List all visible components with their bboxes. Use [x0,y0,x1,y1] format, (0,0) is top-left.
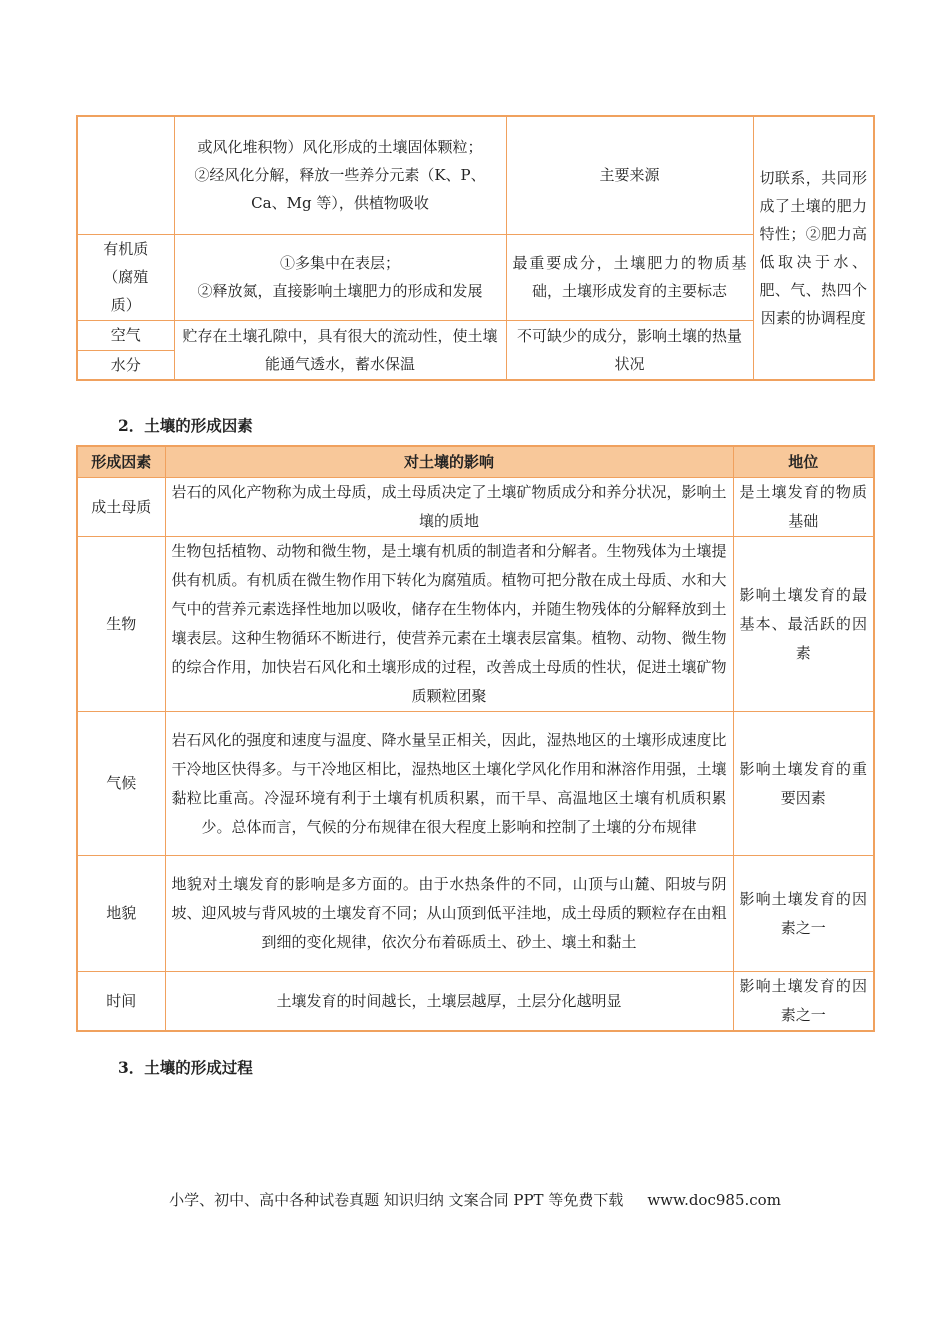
factor-cell: 生物 [77,537,165,712]
component-role-cell: 主要来源 [506,116,753,234]
table-row [77,116,874,234]
column-header: 地位 [733,446,874,478]
soil-composition-table [76,115,875,381]
footer-text: 小学、初中、高中各种试卷真题 知识归纳 文案合同 PPT 等免费下载 [169,1191,624,1209]
component-name-cell: 有机质 （腐殖 质） [77,234,174,320]
table-row [77,712,874,856]
section-heading: 3．土壤的形成过程 [118,1058,253,1077]
effect-cell: 土壤发育的时间越长，土壤层越厚，土层分化越明显 [165,972,733,1032]
component-name-cell: 水分 [77,350,174,380]
soil-factors-table [76,445,875,1032]
table-row [77,478,874,537]
column-header: 对土壤的影响 [165,446,733,478]
component-desc-cell: 或风化堆积物）风化形成的土壤固体颗粒； ②经风化分解，释放一些养分元素（K、P、Ca、Mg 等），供植物吸收 [174,116,506,234]
effect-cell: 岩石风化的强度和速度与温度、降水量呈正相关，因此，湿热地区的土壤形成速度比干冷地区快得多。与干冷地区相比，湿热地区土壤化学风化作用和淋溶作用强，土壤黏粒比重高。冷湿环境有利于土壤有机质积累，而干旱、高温地区土壤有机质积累少。总体而言，气候的分布规律在很大程度上影响和控制了土壤的分布规律 [165,712,733,856]
fertility-note-cell: 切联系，共同形成了土壤的肥力特性；②肥力高低取决于水、肥、气、热四个因素的协调程度 [753,116,874,380]
status-cell: 影响土壤发育的最基本、最活跃的因素 [733,537,874,712]
table-row [77,537,874,712]
factor-cell: 成土母质 [77,478,165,537]
component-role-cell: 不可缺少的成分，影响土壤的热量状况 [506,320,753,380]
table-row [77,972,874,1032]
status-cell: 影响土壤发育的因素之一 [733,856,874,972]
status-cell: 是土壤发育的物质基础 [733,478,874,537]
page-footer [0,1189,950,1210]
component-desc-cell: 贮存在土壤孔隙中，具有很大的流动性，使土壤能通气透水，蓄水保温 [174,320,506,380]
section-heading: 2．土壤的形成因素 [118,416,253,435]
component-name-cell: 空气 [77,320,174,350]
table-header-row [77,446,874,478]
factor-cell: 气候 [77,712,165,856]
component-role-cell: 最重要成分，土壤肥力的物质基础，土壤形成发育的主要标志 [506,234,753,320]
factor-cell: 时间 [77,972,165,1032]
effect-cell: 生物包括植物、动物和微生物，是土壤有机质的制造者和分解者。生物残体为土壤提供有机质。有机质在微生物作用下转化为腐殖质。植物可把分散在成土母质、水和大气中的营养元素选择性地加以吸收，储存在生物体内，并随生物残体的分解释放到土壤表层。这种生物循环不断进行，使营养元素在土壤表层富集。植物、动物、微生物的综合作用，加快岩石风化和土壤形成的过程，改善成土母质的性状，促进土壤矿物质颗粒团聚 [165,537,733,712]
effect-cell: 地貌对土壤发育的影响是多方面的。由于水热条件的不同，山顶与山麓、阳坡与阴坡、迎风坡与背风坡的土壤发育不同；从山顶到低平洼地，成土母质的颗粒存在由粗到细的变化规律，依次分布着砾质土、砂土、壤土和黏土 [165,856,733,972]
effect-cell: 岩石的风化产物称为成土母质，成土母质决定了土壤矿物质成分和养分状况，影响土壤的质地 [165,478,733,537]
factor-cell: 地貌 [77,856,165,972]
component-name-cell [77,116,174,234]
status-cell: 影响土壤发育的因素之一 [733,972,874,1032]
footer-link[interactable]: www.doc985.com [647,1191,781,1209]
table-row [77,856,874,972]
column-header: 形成因素 [77,446,165,478]
component-desc-cell: ①多集中在表层； ②释放氮，直接影响土壤肥力的形成和发展 [174,234,506,320]
status-cell: 影响土壤发育的重要因素 [733,712,874,856]
